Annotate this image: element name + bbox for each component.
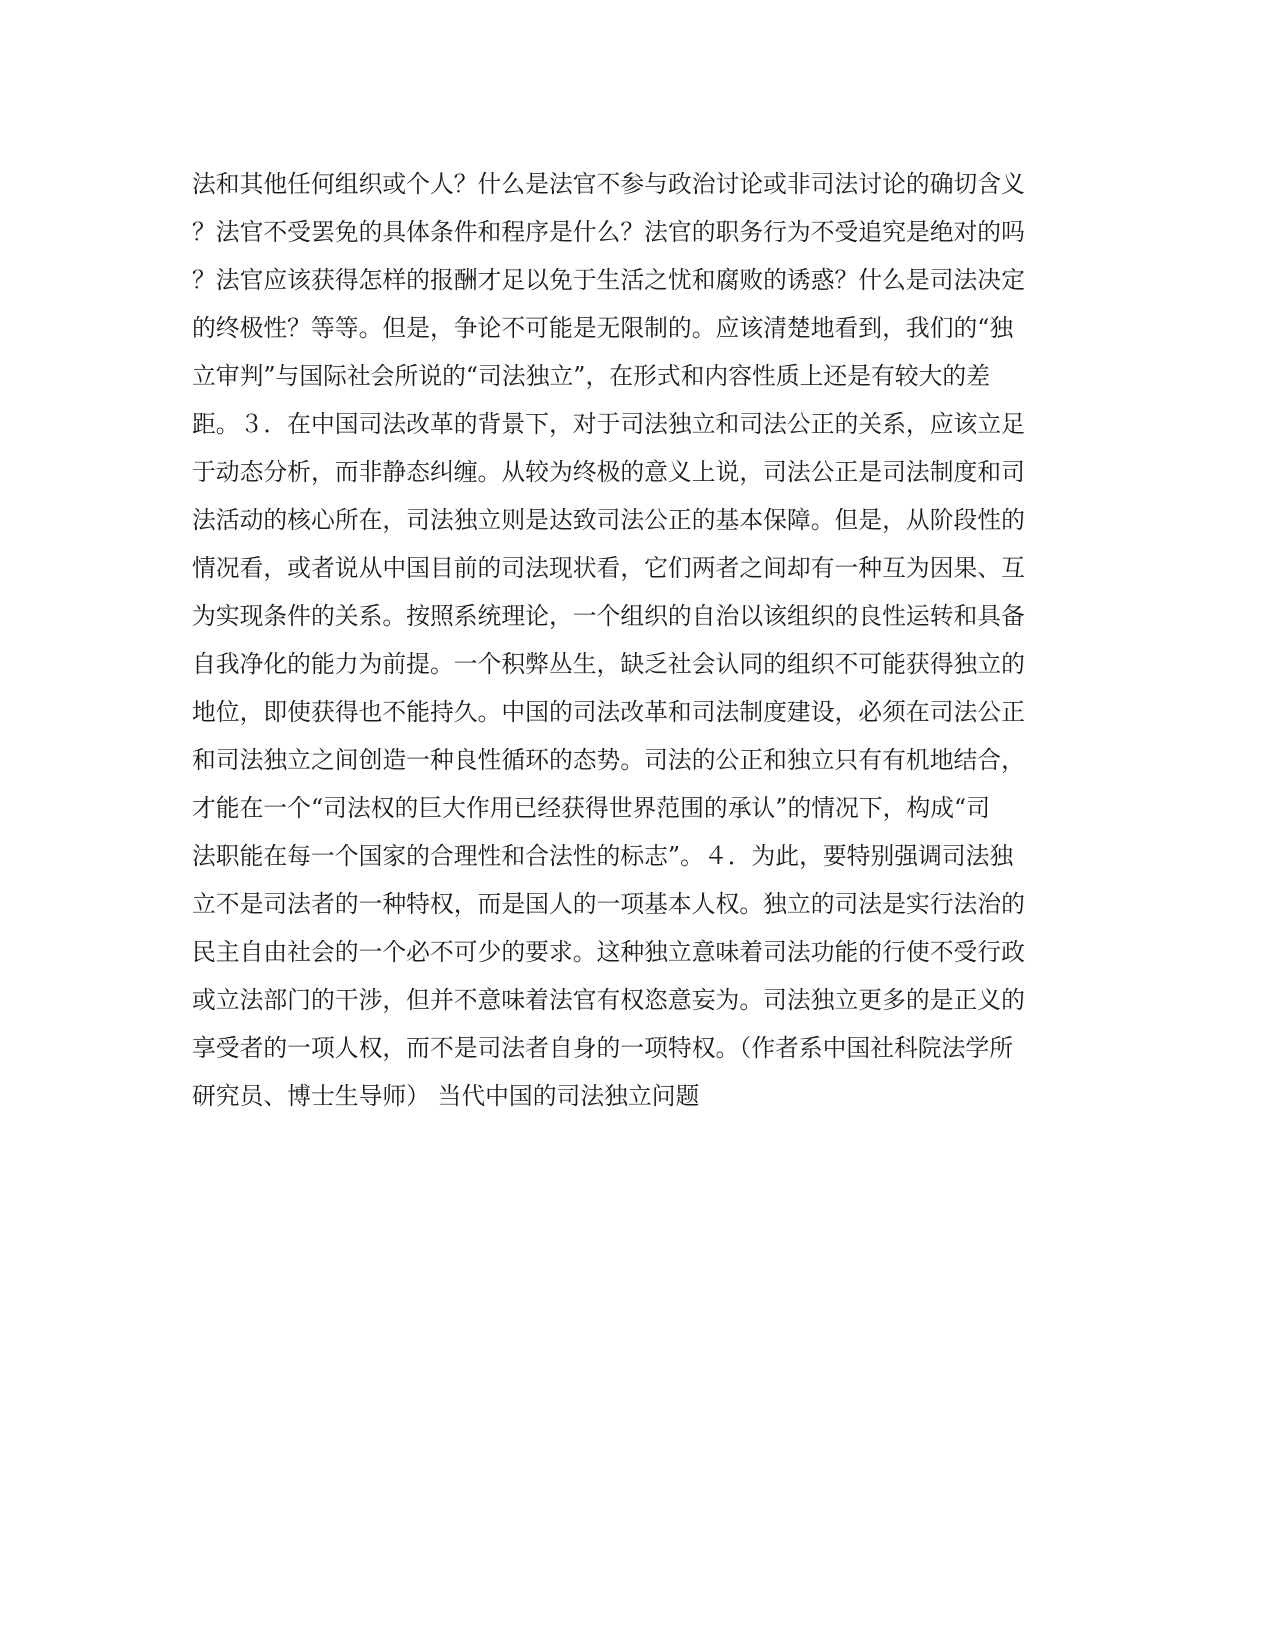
- text-line: 法活动的核心所在，司法独立则是达致司法公正的基本保障。但是，从阶段性的: [192, 506, 1025, 534]
- text-line: 法职能在每一个国家的合理性和合法性的标志”。４．为此，要特别强调司法独: [192, 842, 1014, 870]
- text-line: 或立法部门的干涉，但并不意味着法官有权恣意妄为。司法独立更多的是正义的: [192, 986, 1025, 1014]
- text-line: 情况看，或者说从中国目前的司法现状看，它们两者之间却有一种互为因果、互: [192, 554, 1025, 582]
- text-line: 享受者的一项人权，而不是司法者自身的一项特权。（作者系中国社科院法学所: [192, 1034, 1013, 1062]
- text-line: 距。３．在中国司法改革的背景下，对于司法独立和司法公正的关系，应该立足: [192, 410, 1025, 438]
- text-line: 为实现条件的关系。按照系统理论，一个组织的自治以该组织的良性运转和具备: [192, 602, 1025, 630]
- body-text: [192, 160, 1072, 1120]
- text-line: 立不是司法者的一种特权，而是国人的一项基本人权。独立的司法是实行法治的: [192, 890, 1025, 918]
- text-line: 于动态分析，而非静态纠缠。从较为终极的意义上说，司法公正是司法制度和司: [192, 458, 1025, 486]
- text-line: 地位，即使获得也不能持久。中国的司法改革和司法制度建设，必须在司法公正: [192, 698, 1025, 726]
- text-line: ？法官应该获得怎样的报酬才足以免于生活之忧和腐败的诱惑？什么是司法决定: [192, 266, 1025, 294]
- text-line: 才能在一个“司法权的巨大作用已经获得世界范围的承认”的情况下，构成“司: [192, 794, 990, 822]
- text-line: 研究员、博士生导师） 当代中国的司法独立问题: [192, 1082, 700, 1110]
- text-line: 立审判”与国际社会所说的“司法独立”，在形式和内容性质上还是有较大的差: [192, 362, 990, 390]
- text-line: 民主自由社会的一个必不可少的要求。这种独立意味着司法功能的行使不受行政: [192, 938, 1025, 966]
- text-line: 的终极性？等等。但是，争论不可能是无限制的。应该清楚地看到，我们的“独: [192, 314, 1014, 342]
- text-line: 和司法独立之间创造一种良性循环的态势。司法的公正和独立只有有机地结合，: [192, 746, 1025, 774]
- text-line: 自我净化的能力为前提。一个积弊丛生，缺乏社会认同的组织不可能获得独立的: [192, 650, 1025, 678]
- text-line: 法和其他任何组织或个人？什么是法官不参与政治讨论或非司法讨论的确切含义: [192, 170, 1025, 198]
- text-line: ？法官不受罢免的具体条件和程序是什么？法官的职务行为不受追究是绝对的吗: [192, 218, 1025, 246]
